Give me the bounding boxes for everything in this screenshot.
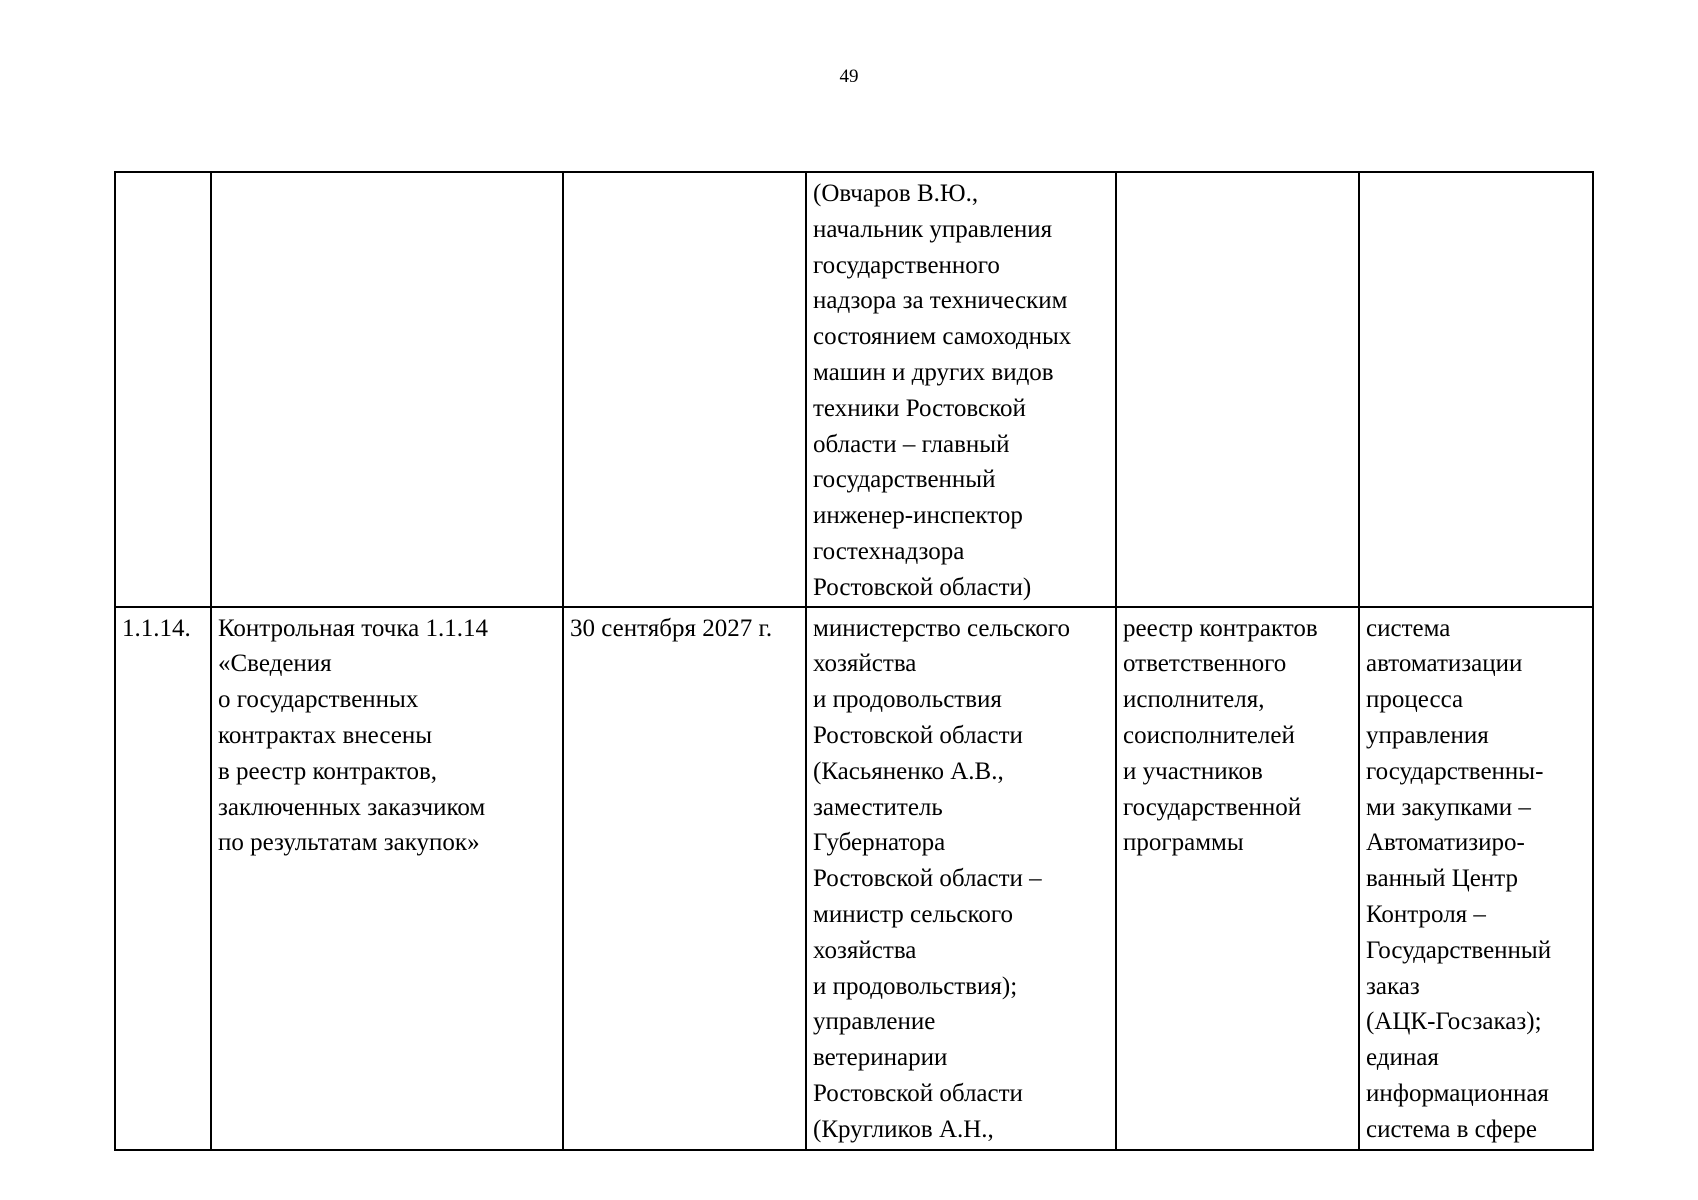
cell-system: система автоматизации процесса управления государственны- ми закупками – Автоматизиро- ванный Центр Контроля – Государственный заказ (АЦК-Госзаказ); единая информационная система в сфере: [1359, 607, 1593, 1150]
cell-responsible: министерство сельского хозяйства и продовольствия Ростовской области (Касьяненко А.В., заместитель Губернатора Ростовской области – министр сельского хозяйства и продовольствия); управление ветеринарии Ростовской области (Кругликов А.Н.,: [806, 607, 1116, 1150]
cell-date: [563, 172, 806, 607]
cell-document: реестр контрактов ответственного исполнителя, соисполнителей и участников государственной программы: [1116, 607, 1359, 1150]
control-points-table: [114, 171, 1594, 1151]
cell-name: [211, 172, 563, 607]
cell-number: [115, 172, 211, 607]
cell-date: 30 сентября 2027 г.: [563, 607, 806, 1150]
table-row: [115, 607, 1593, 1150]
page-number: 49: [839, 66, 859, 87]
cell-number: 1.1.14.: [115, 607, 211, 1150]
cell-document: [1116, 172, 1359, 607]
table-row: [115, 172, 1593, 607]
cell-name: Контрольная точка 1.1.14 «Сведения о государственных контрактах внесены в реестр контрактов, заключенных заказчиком по результатам закупок»: [211, 607, 563, 1150]
cell-system: [1359, 172, 1593, 607]
cell-responsible: (Овчаров В.Ю., начальник управления государственного надзора за техническим состоянием самоходных машин и других видов техники Ростовской области – главный государственный инженер-инспектор гостехнадзора Ростовской области): [806, 172, 1116, 607]
